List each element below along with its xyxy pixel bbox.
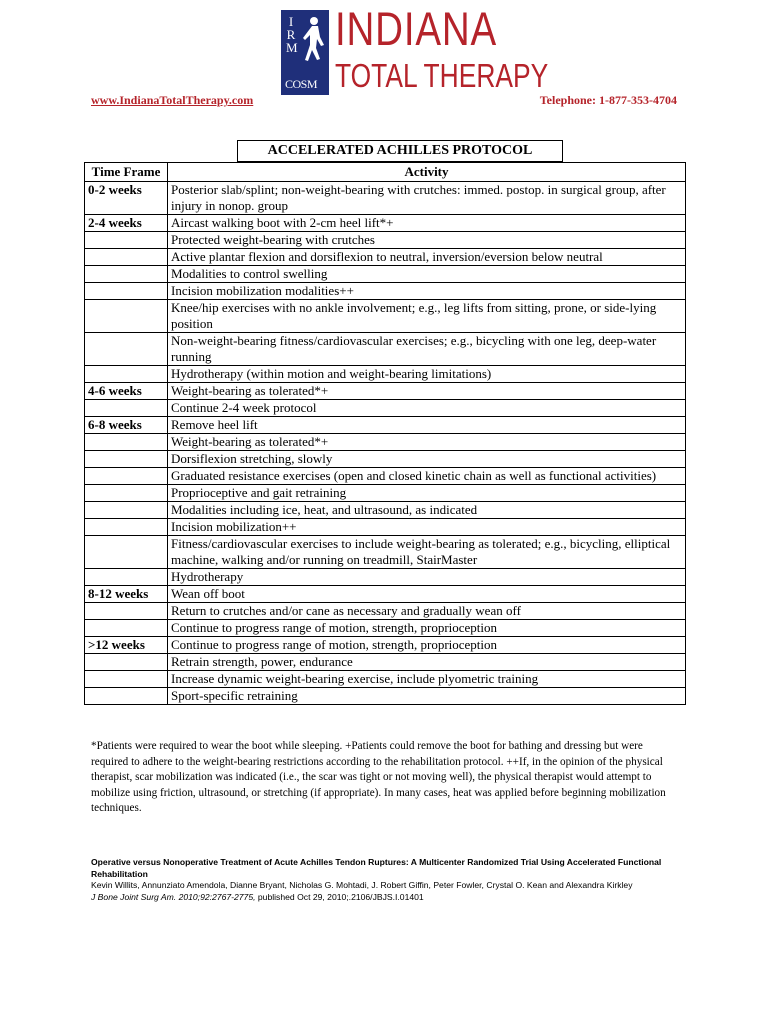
citation-authors: Kevin Willits, Annunziato Amendola, Dianne Bryant, Nicholas G. Mohtadi, J. Robert Giffin, Peter Fowler, Crystal O. Kean and Alexandra Kirkley [91,880,633,890]
citation-published: published Oct 29, 2010;.2106/JBJS.I.01401 [255,891,424,902]
activity-cell: Increase dynamic weight-bearing exercise, include plyometric training [168,671,686,688]
activity-cell: Fitness/cardiovascular exercises to include weight-bearing as tolerated; e.g., bicycling, elliptical machine, walking and/or running on treadmill, StairMaster [168,536,686,569]
time-frame-cell [85,536,168,569]
website-link[interactable]: www.IndianaTotalTherapy.com [91,93,254,107]
table-row [85,468,686,485]
time-frame-cell [85,400,168,417]
table-header-row [85,163,686,182]
table-row [85,688,686,705]
time-frame-cell [85,620,168,637]
time-frame-cell [85,654,168,671]
logo-letter: M [286,40,298,55]
table-row [85,383,686,400]
column-header-activity: Activity [168,163,686,182]
table-row [85,182,686,215]
time-frame-cell: 4-6 weeks [85,383,168,400]
time-frame-cell [85,569,168,586]
time-frame-cell [85,333,168,366]
table-row [85,502,686,519]
activity-cell: Incision mobilization++ [168,519,686,536]
activity-cell: Hydrotherapy (within motion and weight-bearing limitations) [168,366,686,383]
citation-title: Operative versus Nonoperative Treatment of Acute Achilles Tendon Ruptures: A Multicenter Randomized Trial Using Accelerated Functional Rehabilitation [91,857,662,879]
activity-cell: Knee/hip exercises with no ankle involvement; e.g., leg lifts from sitting, prone, or side-lying position [168,300,686,333]
activity-cell: Sport-specific retraining [168,688,686,705]
activity-cell: Aircast walking boot with 2-cm heel lift*+ [168,215,686,232]
activity-cell: Hydrotherapy [168,569,686,586]
time-frame-cell [85,249,168,266]
logo-letter: I [288,14,294,29]
table-row [85,400,686,417]
activity-cell: Graduated resistance exercises (open and closed kinetic chain as well as functional activities) [168,468,686,485]
table-row [85,654,686,671]
logo-emblem [281,10,329,95]
protocol-title: ACCELERATED ACHILLES PROTOCOL [237,140,563,162]
table-row [85,519,686,536]
activity-cell: Retrain strength, power, endurance [168,654,686,671]
time-frame-cell [85,688,168,705]
activity-cell: Non-weight-bearing fitness/cardiovascular exercises; e.g., bicycling with one leg, deep-water running [168,333,686,366]
citation-journal: J Bone Joint Surg Am. 2010;92:2767-2775, [91,891,256,902]
table-row [85,249,686,266]
time-frame-cell: >12 weeks [85,637,168,654]
table-row [85,232,686,249]
protocol-table [84,162,686,705]
activity-cell: Continue to progress range of motion, strength, proprioception [168,620,686,637]
table-row [85,620,686,637]
activity-cell: Return to crutches and/or cane as necessary and gradually wean off [168,603,686,620]
table-row [85,434,686,451]
logo-letter: R [286,27,296,42]
table-row [85,366,686,383]
activity-cell: Incision mobilization modalities++ [168,283,686,300]
activity-cell: Continue 2-4 week protocol [168,400,686,417]
indiana-total-therapy-logo [281,2,549,95]
table-row [85,215,686,232]
activity-cell: Proprioceptive and gait retraining [168,485,686,502]
activity-cell: Modalities including ice, heat, and ultrasound, as indicated [168,502,686,519]
table-row [85,451,686,468]
table-row [85,333,686,366]
column-header-time-frame: Time Frame [85,163,168,182]
activity-cell: Protected weight-bearing with crutches [168,232,686,249]
time-frame-cell [85,300,168,333]
activity-cell: Dorsiflexion stretching, slowly [168,451,686,468]
table-row [85,283,686,300]
time-frame-cell [85,603,168,620]
citation-source [91,892,681,904]
time-frame-cell: 6-8 weeks [85,417,168,434]
time-frame-cell [85,485,168,502]
runner-figure-icon [300,15,326,70]
table-row [85,671,686,688]
logo-wordmark-total-therapy: TOTAL THERAPY [335,57,549,94]
table-body [85,182,686,705]
time-frame-cell: 2-4 weeks [85,215,168,232]
logo-letters [286,15,296,54]
logo-cosm: COSM [285,77,318,91]
time-frame-cell [85,502,168,519]
table-row [85,569,686,586]
table-row [85,536,686,569]
time-frame-cell: 0-2 weeks [85,182,168,215]
time-frame-cell [85,283,168,300]
phone-number: Telephone: 1-877-353-4704 [539,93,677,107]
time-frame-cell [85,468,168,485]
activity-cell: Wean off boot [168,586,686,603]
logo-wordmark-indiana: INDIANA [335,2,498,55]
citation [91,857,681,903]
time-frame-cell [85,434,168,451]
table-row [85,637,686,654]
time-frame-cell [85,451,168,468]
activity-cell: Posterior slab/splint; non-weight-bearing with crutches: immed. postop. in surgical group, after injury in nonop. group [168,182,686,215]
activity-cell: Weight-bearing as tolerated*+ [168,383,686,400]
activity-cell: Remove heel lift [168,417,686,434]
table-row [85,266,686,283]
activity-cell: Continue to progress range of motion, strength, proprioception [168,637,686,654]
time-frame-cell: 8-12 weeks [85,586,168,603]
table-row [85,485,686,502]
footnote: *Patients were required to wear the boot while sleeping. +Patients could remove the boot for bathing and dressing but were required to adhere to the weight-bearing restrictions according to the rehabilitation protocol. ++If, in the opinion of the physical therapist, scar mobilization was indicated (i.e., the scar was tight or not moving well), the physical therapist would attempt to mobilize using friction, ultrasound, or stretching (if appropriate). In many cases, heat was applied before beginning mobilization techniques. [91,740,666,814]
activity-cell: Weight-bearing as tolerated*+ [168,434,686,451]
table-row [85,586,686,603]
time-frame-cell [85,519,168,536]
activity-cell: Modalities to control swelling [168,266,686,283]
activity-cell: Active plantar flexion and dorsiflexion to neutral, inversion/eversion below neutral [168,249,686,266]
time-frame-cell [85,366,168,383]
time-frame-cell [85,232,168,249]
time-frame-cell [85,266,168,283]
time-frame-cell [85,671,168,688]
table-row [85,603,686,620]
table-row [85,417,686,434]
table-row [85,300,686,333]
